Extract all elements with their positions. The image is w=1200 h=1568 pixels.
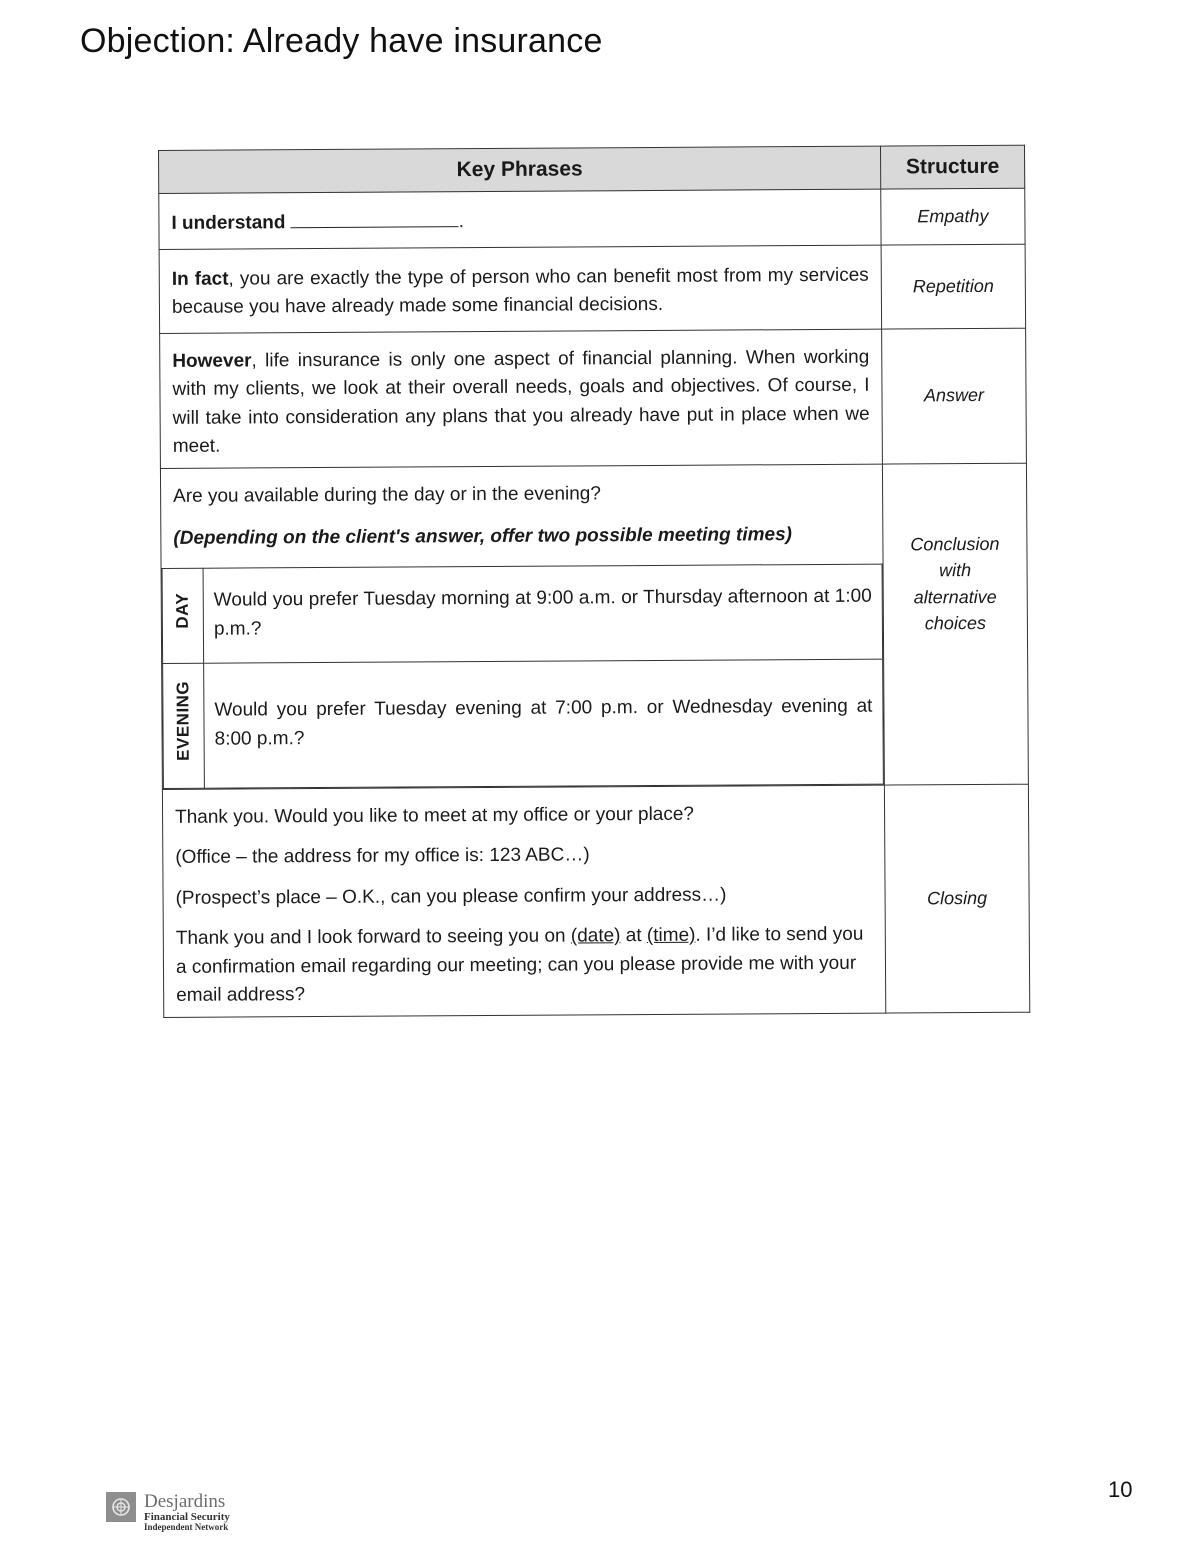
header-key-phrases: Key Phrases xyxy=(159,146,881,193)
closing-line-4 xyxy=(176,921,874,1011)
day-label-cell xyxy=(162,568,204,663)
table-header-row xyxy=(159,145,1025,193)
table-row-answer xyxy=(160,328,1027,468)
closing-text: . I’d like to send you a confirmation email regarding our meeting; can you please provide me with your email address? xyxy=(175,923,864,1006)
page-number: 10 xyxy=(1108,1477,1133,1502)
evening-label: EVENING xyxy=(173,680,193,761)
availability-block xyxy=(161,464,883,567)
date-placeholder: (date) xyxy=(570,925,621,947)
day-option: Would you prefer Tuesday morning at 9:00 a.m. or Thursday afternoon at 1:00 p.m.? xyxy=(203,564,883,663)
table-row-closing xyxy=(162,784,1029,1017)
availability-instruction: (Depending on the client's answer, offer two possible meeting times) xyxy=(173,524,793,549)
phrase-lead: In fact xyxy=(171,268,229,290)
structure-empathy: Empathy xyxy=(881,188,1025,244)
table-row-repetition xyxy=(159,244,1025,333)
closing-text: at xyxy=(620,925,647,947)
phrase-text: , life insurance is only one aspect of financial planning. When working with my clients, we look at their overall needs, goals and objectives. Of course, I will take into consideration any plans that you already have put in place when we meet. xyxy=(172,346,870,457)
time-placeholder: (time) xyxy=(646,924,696,947)
table-row-conclusion xyxy=(160,463,1028,789)
logo-line-3: Independent Network xyxy=(144,1522,229,1533)
key-phrases-table-container xyxy=(158,145,1029,1018)
phrase-lead: I understand xyxy=(171,212,286,234)
structure-repetition: Repetition xyxy=(881,244,1026,329)
page-title: Objection: Already have insurance xyxy=(80,22,603,60)
key-phrases-table xyxy=(158,145,1030,1018)
closing-line-1: Thank you. Would you like to meet at my office or your place? xyxy=(175,803,695,828)
phrase-lead: However xyxy=(172,349,252,372)
structure-conclusion: Conclusion with alternative choices xyxy=(882,463,1028,785)
phrase-cell xyxy=(162,785,885,1017)
phrase-text: , you are exactly the type of person who can benefit most from my services because you have already made some financial decisions. xyxy=(171,264,869,318)
header-structure: Structure xyxy=(880,145,1024,189)
structure-closing: Closing xyxy=(884,784,1029,1013)
closing-text: Thank you and I look forward to seeing you on xyxy=(175,925,571,949)
day-row xyxy=(162,564,883,663)
desjardins-logo xyxy=(106,1492,230,1533)
closing-line-3: (Prospect’s place – O.K., can you please confirm your address…) xyxy=(175,884,727,909)
logo-line-2: Financial Security xyxy=(144,1510,230,1523)
evening-option: Would you prefer Tuesday evening at 7:00 p.m. or Wednesday evening at 8:00 p.m.? xyxy=(204,659,884,788)
phrase-cell xyxy=(160,329,883,468)
logo-name: Desjardins xyxy=(144,1491,226,1512)
day-label: DAY xyxy=(172,592,193,629)
logo-text xyxy=(144,1492,230,1533)
phrase-cell xyxy=(159,189,881,249)
availability-question: Are you available during the day or in the evening? xyxy=(173,482,601,507)
fill-in-blank xyxy=(291,208,459,228)
phrase-end: . xyxy=(458,211,465,233)
desjardins-logo-icon xyxy=(106,1492,136,1522)
meeting-times-table xyxy=(162,563,884,788)
evening-label-cell xyxy=(163,663,205,788)
evening-row xyxy=(163,659,884,788)
table-row-empathy xyxy=(159,188,1025,249)
closing-line-2: (Office – the address for my office is: 123 ABC…) xyxy=(175,844,590,868)
phrase-cell xyxy=(159,245,881,333)
structure-answer: Answer xyxy=(882,328,1027,464)
phrase-cell xyxy=(160,464,884,789)
